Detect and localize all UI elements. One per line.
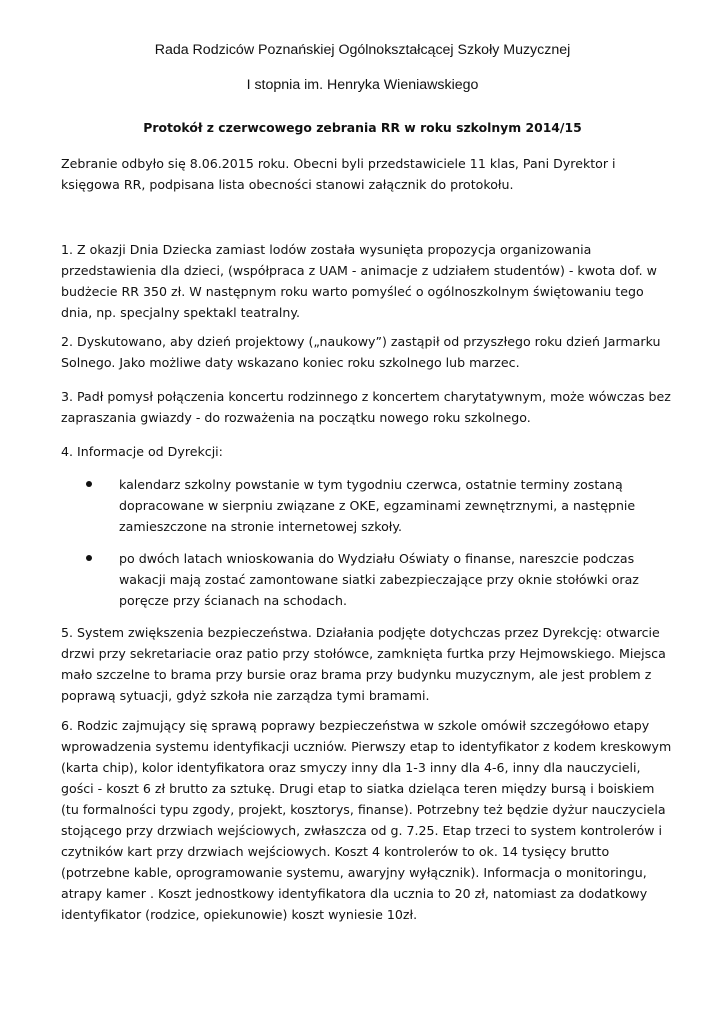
point-3-paragraph: [61, 386, 673, 428]
point-2-paragraph: [61, 331, 673, 373]
point-5-paragraph: [61, 622, 673, 706]
point-5-text: 5. System zwiększenia bezpieczeństwa. Działania podjęte dotychczas przez Dyrekcję: otwarcie drzwi przy sekretariacie oraz patio przy stołówce, zamknięta furtka przy Hejmowskiego. Miejsca mało szczelne to brama przy bursie oraz brama przy budynku muzycznym, ale jest problem z poprawą sytuacji, gdyż szkoła nie zarządza tymi bramami.: [61, 625, 666, 703]
directorate-info-list: [82, 474, 682, 537]
point-6-text: 6. Rodzic zajmujący się sprawą poprawy bezpieczeństwa w szkole omówił szczegółowo etapy wprowadzenia systemu identyfikacji uczniów. Pierwszy etap to identyfikator z kodem kreskowym (karta chip), kolor identyfikatora oraz smyczy inny dla 1-3 inny dla 4-6, inny dla nauczycieli, gości - koszt 6 zł brutto za sztukę. Drugi etap to siatka dzieląca teren między bursą i boiskiem (tu formalności typu zgody, projekt, kosztorys, finanse). Potrzebny też będzie dyżur nauczyciela stojącego przy drzwiach wejściowych, zwłaszcza od g. 7.25. Etap trzeci to system kontrolerów i czytników kart przy drzwiach wejściowych. Koszt 4 kontrolerów to ok. 14 tysięcy brutto (potrzebne kable, oprogramowanie systemu, awaryjny wyłącznik). Informacja o monitoringu, atrapy kamer . Koszt jednostkowy identyfikatora dla ucznia to 20 zł, natomiast za dodatkowy identyfikator (rodzice, opiekunowie) koszt wyniesie 10zł.: [61, 718, 672, 922]
list-item: [82, 474, 682, 537]
point-1-paragraph: [61, 239, 673, 323]
point-4-paragraph: [61, 441, 673, 462]
point-3-text: 3. Padł pomysł połączenia koncertu rodzinnego z koncertem charytatywnym, może wówczas bez zapraszania gwiazdy - do rozważenia na początku nowego roku szkolnego.: [61, 389, 671, 425]
list-item: [82, 548, 682, 611]
directorate-info-list-2: [82, 548, 682, 611]
point-6-paragraph: [61, 715, 673, 925]
point-2-text: 2. Dyskutowano, aby dzień projektowy („naukowy”) zastąpił od przyszłego roku dzień Jarmarku Solnego. Jako możliwe daty wskazano koniec roku szkolnego lub marzec.: [61, 334, 661, 370]
point-4-text: 4. Informacje od Dyrekcji:: [61, 444, 223, 459]
bullet-icon: [86, 481, 92, 487]
list-item-text: kalendarz szkolny powstanie w tym tygodniu czerwca, ostatnie terminy zostaną dopracowane w sierpniu związane z OKE, egzaminami zewnętrznymi, a następnie zamieszczone na stronie internetowej szkoły.: [119, 477, 636, 534]
intro-text: Zebranie odbyło się 8.06.2015 roku. Obecni byli przedstawiciele 11 klas, Pani Dyrektor i księgowa RR, podpisana lista obecności stanowi załącznik do protokołu.: [61, 156, 616, 192]
point-1-text: 1. Z okazji Dnia Dziecka zamiast lodów została wysunięta propozycja organizowania przedstawienia dla dzieci, (współpraca z UAM - animacje z udziałem studentów) - kwota dof. w budżecie RR 350 zł. W następnym roku warto pomyśleć o ogólnoszkolnym świętowaniu tego dnia, np. specjalny spektakl teatralny.: [61, 242, 657, 320]
intro-paragraph: [61, 153, 673, 195]
header-school-name: I stopnia im. Henryka Wieniawskiego: [246, 77, 479, 93]
list-item-text: po dwóch latach wnioskowania do Wydziału Oświaty o finanse, nareszcie podczas wakacji mają zostać zamontowane siatki zabezpieczające przy oknie stołówki oraz poręcze przy ścianach na schodach.: [119, 551, 639, 608]
document-title: Protokół z czerwcowego zebrania RR w roku szkolnym 2014/15: [143, 120, 582, 135]
header-organization-name: Rada Rodziców Poznańskiej Ogólnokształcącej Szkoły Muzycznej: [154, 42, 571, 58]
bullet-icon: [86, 555, 92, 561]
